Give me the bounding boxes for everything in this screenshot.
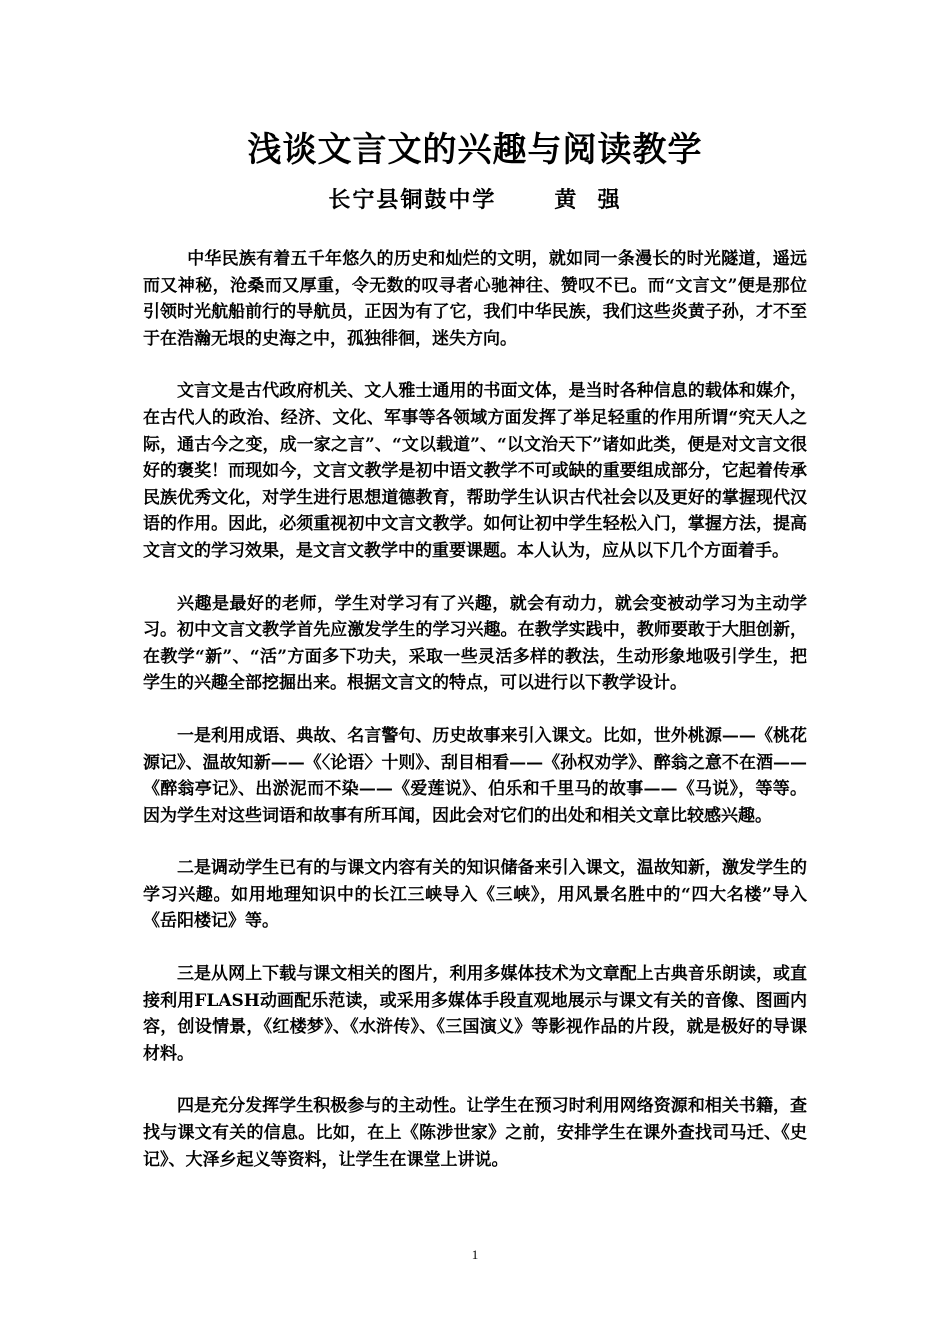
- page-number: 1: [471, 1247, 479, 1262]
- document-page: [143, 0, 807, 1344]
- paragraph: 中华民族有着五千年悠久的历史和灿烂的文明，就如同一条漫长的时光隧道，遥远而又神秘，沧桑而又厚重，令无数的叹寻者心驰神往、赞叹不已。而“文言文”便是那位引领时光航船前行的导航员，正因为有了它，我们中华民族，我们这些炎黄子孙，才不至于在浩瀚无垠的史海之中，孤独徘徊，迷失方向。: [143, 249, 807, 349]
- paragraph: 兴趣是最好的老师，学生对学习有了兴趣，就会有动力，就会变被动学习为主动学习。初中文言文教学首先应激发学生的学习兴趣。在教学实践中，教师要敢于大胆创新，在教学“新”、“活”方面多下功夫，采取一些灵活多样的教法，生动形象地吸引学生，把学生的兴趣全部挖掘出来。根据文言文的特点，可以进行以下教学设计。: [143, 593, 807, 694]
- paragraph: 四是充分发挥学生积极参与的主动性。让学生在预习时利用网络资源和相关书籍，查找与课文有关的信息。比如，在上《陈涉世家》之前，安排学生在课外查找司马迁、《史记》、大泽乡起义等资料，让学生在课堂上讲说。: [143, 1096, 807, 1170]
- author-line: 长宁县铜鼓中学 黄 强: [328, 187, 622, 213]
- paragraph: 三是从网上下载与课文相关的图片，利用多媒体技术为文章配上古典音乐朗读，或直接利用FLASH动画配乐范读，或采用多媒体手段直观地展示与课文有关的音像、图画内容，创设情景，《红楼梦》、《水浒传》、《三国演义》等影视作品的片段，就是极好的导课材料。: [143, 964, 807, 1064]
- paragraph: 二是调动学生已有的与课文内容有关的知识储备来引入课文，温故知新，激发学生的学习兴趣。如用地理知识中的长江三峡导入《三峡》，用风景名胜中的“四大名楼”导入《岳阳楼记》等。: [143, 858, 807, 932]
- paragraph: 文言文是古代政府机关、文人雅士通用的书面文体，是当时各种信息的载体和媒介，在古代人的政治、经济、文化、军事等各领域方面发挥了举足轻重的作用所谓“究天人之际，通古今之变，成一家之言”、“文以载道”、“以文治天下”诸如此类，便是对文言文很好的褒奖！而现如今，文言文教学是初中语文教学不可或缺的重要组成部分，它起着传承民族优秀文化，对学生进行思想道德教育，帮助学生认识古代社会以及更好的掌握现代汉语的作用。因此，必须重视初中文言文教学。如何让初中学生轻松入门，掌握方法，提高文言文的学习效果，是文言文教学中的重要课题。本人认为，应从以下几个方面着手。: [143, 381, 807, 561]
- document-title: 浅谈文言文的兴趣与阅读教学: [247, 130, 703, 170]
- document-body: [143, 246, 807, 1199]
- paragraph: 一是利用成语、典故、名言警句、历史故事来引入课文。比如，世外桃源——《桃花源记》、温故知新——《〈论语〉十则》、刮目相看——《孙权劝学》、醉翁之意不在酒——《醉翁亭记》、出淤泥而不染——《爱莲说》、伯乐和千里马的故事——《马说》，等等。因为学生对这些词语和故事有所耳闻，因此会对它们的出处和相关文章比较感兴趣。: [143, 725, 807, 826]
